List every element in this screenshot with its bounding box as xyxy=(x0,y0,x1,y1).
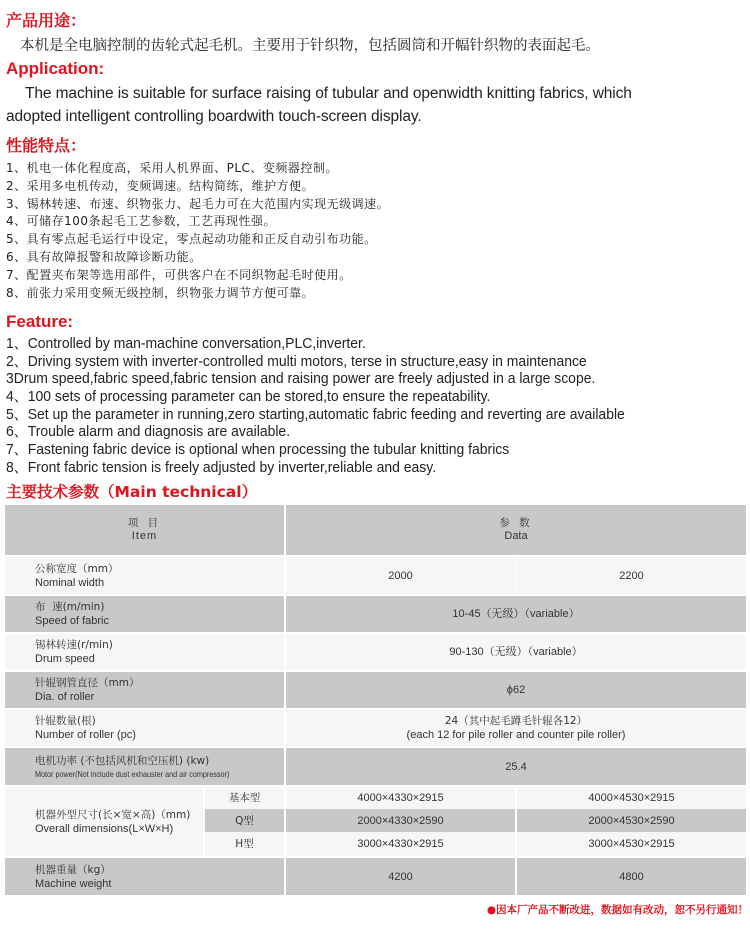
dim-value: 4000×4330×2915 xyxy=(357,792,444,804)
dim-value: 3000×4330×2915 xyxy=(357,838,444,850)
table-row-nominal-width xyxy=(5,557,746,594)
features-en-item: 5、Set up the parameter in running,zero starting,automatic fabric feeding and reverting are available xyxy=(6,405,625,423)
table-row-roller-dia xyxy=(5,672,746,708)
value-cell xyxy=(286,634,746,670)
value-roller-count-en: (each 12 for pile roller and counter pile roller) xyxy=(406,729,626,741)
column-divider xyxy=(203,787,205,856)
item-label-cn: 机器重量（kg） xyxy=(35,863,111,876)
features-en-item: 3Drum speed,fabric speed,fabric tension and raising power are freely adjusted in a large scope. xyxy=(6,370,596,388)
table-row-weight xyxy=(5,858,746,895)
value-cell xyxy=(517,858,746,895)
value-roller-dia: ϕ62 xyxy=(506,684,526,696)
dim-type-q xyxy=(205,809,284,832)
header-data-en: Data xyxy=(504,530,528,542)
features-en-item: 7、Fastening fabric device is optional when processing the tubular knitting fabrics xyxy=(6,441,510,459)
item-label-cn: 公称宽度（mm） xyxy=(35,562,119,575)
item-label-en: Motor power(Not include dust exhauster and air compressor) xyxy=(35,768,230,779)
features-cn-heading: 性能特点： xyxy=(6,136,87,155)
dim-type-label: H型 xyxy=(235,838,254,850)
item-cell xyxy=(5,557,284,594)
table-row-motor-power xyxy=(5,748,746,785)
item-label-cn: 针辊钢管直径（mm） xyxy=(35,677,140,689)
features-cn-item: 3、锡林转速、布速、织物张力、起毛力可在大范围内实现无级调速。 xyxy=(6,196,390,211)
features-cn-item: 5、具有零点起毛运行中设定，零点起动功能和正反自动引布功能。 xyxy=(6,232,377,247)
application-line-1: The machine is suitable for surface raising of tubular and openwidth knitting fabrics, which xyxy=(25,85,632,102)
item-cell xyxy=(5,672,284,708)
column-divider xyxy=(515,787,517,856)
value-2200-model: 2200 xyxy=(619,569,644,582)
value-cell xyxy=(517,557,746,594)
item-cell xyxy=(5,710,284,746)
value-weight-2200: 4800 xyxy=(619,870,644,883)
features-en-item: 4、100 sets of processing parameter can be stored,to ensure the repeatability. xyxy=(6,388,491,406)
features-cn-item: 6、具有故障报警和故障诊断功能。 xyxy=(6,249,202,264)
header-data-cn: 参 数 xyxy=(499,517,533,529)
features-en-item: 8、Front fabric tension is freely adjusted by inverter,reliable and easy. xyxy=(6,458,437,476)
dim-type-label: Q型 xyxy=(235,814,254,827)
value-cell xyxy=(286,748,746,785)
item-label-en: Drum speed xyxy=(35,653,95,665)
features-cn-item: 4、可储存100条起毛工艺参数，工艺再现性强。 xyxy=(6,214,277,229)
value-2000-model: 2000 xyxy=(388,569,413,582)
value-roller-count-cn: 24（其中起毛蹲毛针辊各12） xyxy=(444,715,588,727)
item-label-en: Overall dimensions(L×W×H) xyxy=(35,822,174,835)
table-header-row xyxy=(5,505,746,555)
dim-value: 2000×4330×2590 xyxy=(357,815,444,827)
dim-value: 3000×4530×2915 xyxy=(588,838,675,850)
dim-type-h xyxy=(205,832,284,856)
item-cell xyxy=(5,858,284,895)
disclaimer-note: ●因本厂产品不断改进，数据如有改动，恕不另行通知！ xyxy=(486,904,748,916)
header-data-cell xyxy=(286,505,746,555)
application-heading: Application: xyxy=(6,59,105,78)
dim-value: 4000×4530×2915 xyxy=(588,792,675,804)
value-motor-power: 25.4 xyxy=(505,760,527,773)
value-cell xyxy=(286,557,515,594)
value-cell xyxy=(286,596,746,632)
dim-value: 2000×4530×2590 xyxy=(588,815,675,827)
item-cell xyxy=(5,634,284,670)
item-label-en: Number of roller (pc) xyxy=(35,729,136,741)
table-row-roller-count xyxy=(5,710,746,746)
value-drum-speed: 90-130（无级）（variable） xyxy=(449,646,583,658)
value-cell xyxy=(286,672,746,708)
item-cell xyxy=(5,787,205,856)
application-line-2: adopted intelligent controlling boardwith touch-screen display. xyxy=(6,108,422,125)
features-en-item: 2、Driving system with inverter-controlled multi motors, terse in structure,easy in maintenance xyxy=(6,352,587,370)
item-label-cn: 锡林转速(r/min) xyxy=(35,639,113,651)
value-fabric-speed: 10-45（无级）（variable） xyxy=(452,608,580,620)
table-row-fabric-speed xyxy=(5,596,746,632)
features-cn-item: 8、前张力采用变频无级控制，织物张力调节方便可靠。 xyxy=(6,285,315,300)
features-cn-item: 1、机电一体化程度高，采用人机界面、PLC、变频器控制。 xyxy=(6,161,338,175)
features-cn-list xyxy=(6,160,389,302)
dim-type-basic xyxy=(205,787,284,809)
dim-type-label: 基本型 xyxy=(228,792,261,804)
value-weight-2000: 4200 xyxy=(388,870,413,883)
item-label-cn: 电机功率 (不包括风机和空压机) (kw) xyxy=(35,754,210,767)
item-label-cn: 针辊数量(根) xyxy=(35,715,96,727)
table-row-dimensions xyxy=(5,787,746,856)
item-label-en: Machine weight xyxy=(35,877,112,890)
item-label-en: Nominal width xyxy=(35,576,105,589)
item-cell xyxy=(5,748,284,785)
features-cn-item: 2、采用多电机传动，变频调速。结构简练，维护方便。 xyxy=(6,178,315,193)
usage-heading: 产品用途： xyxy=(6,11,87,30)
header-item-cell xyxy=(5,505,284,555)
value-cell xyxy=(286,710,746,746)
features-cn-item: 7、配置夹布架等选用部件，可供客户在不同织物起毛时使用。 xyxy=(6,267,352,282)
item-label-cn: 布 速(m/min) xyxy=(35,601,105,613)
header-item-en: Item xyxy=(131,530,158,542)
item-label-en: Dia. of roller xyxy=(35,691,95,703)
header-item-cn: 项 目 xyxy=(127,517,162,529)
item-label-cn: 机器外型尺寸(长×宽×高)（mm) xyxy=(35,808,191,821)
features-en-item: 6、Trouble alarm and diagnosis are available. xyxy=(6,423,291,441)
features-en-list xyxy=(6,335,671,477)
table-row-drum-speed xyxy=(5,634,746,670)
specs-heading: 主要技术参数（Main technical） xyxy=(6,483,258,501)
item-cell xyxy=(5,596,284,632)
value-cell xyxy=(286,858,515,895)
item-label-en: Speed of fabric xyxy=(35,615,109,627)
usage-text: 本机是全电脑控制的齿轮式起毛机。主要用于针织物，包括圆筒和开幅针织物的表面起毛。 xyxy=(20,38,600,54)
features-en-item: 1、Controlled by man-machine conversation,PLC,inverter. xyxy=(6,335,366,352)
features-en-heading: Feature: xyxy=(6,312,74,331)
